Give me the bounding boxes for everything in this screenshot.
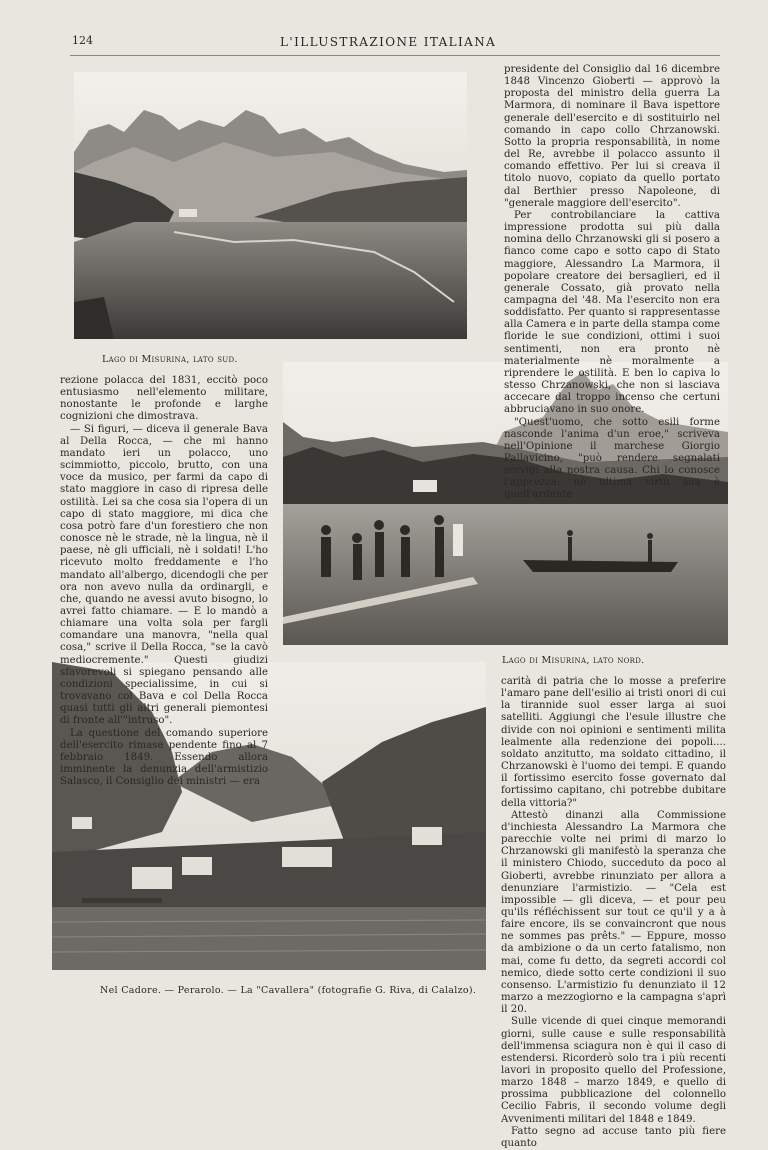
paragraph: "Quest'uomo, che sotto esili forme nasconde l'anima d'un eroe," scriveva nell'Opinione il marchese Giorgio Pallavicino, "può rendere segnalati servigi alla nostra causa. Chi lo conosce l'apprezza: nè ultima virtù sua è quell'ardente — [504, 416, 720, 501]
paragraph: Fatto segno ad accuse tanto più fiere quanto — [501, 1125, 726, 1149]
caption-misurina-north: Lago di Misurina, lato nord. — [502, 655, 645, 666]
running-title: L'ILLUSTRAZIONE ITALIANA — [280, 35, 497, 49]
page-number: 124 — [72, 34, 93, 47]
photo-misurina-south — [74, 72, 467, 339]
paragraph: presidente del Consiglio dal 16 dicembre 1848 Vincenzo Gioberti — approvò la proposta del ministro della guerra La Marmora, di nominare il Bava ispettore generale dell'esercito e di sostituirlo nel comando in capo collo Chrzanowski. Sotto la propria responsabilità, in nome del Re, avrebbe il polacco assunto il comando effettivo. Per lui si creava il titolo nuovo, copiato da quello portato dal Berthier presso Napoleone, di "generale maggiore dell'esercito". — [504, 64, 720, 209]
paragraph: — Si figuri, — diceva il generale Bava al Della Rocca, — che mi hanno mandato ieri un polacco, uno scimmiotto, piccolo, brutto, con una voce da musico, per farmi da capo di stato maggiore in caso di ripresa delle ostilità. Lei sa che cosa sia l'opera di un capo di stato maggiore, mi dica che cosa potrò fare d'un forestiero che non conosce nè le strade, nè la lingua, nè il paese, nè gli ufficiali, nè i soldati! L'ho ricevuto molto freddamente e l'ho mandato all'albergo, dicendogli che per ora non avevo nulla da ordinargli, e che, quando ne avessi avuto bisogno, lo avrei fatto chiamare. — E lo mandò a chiamare una volta sola per fargli comandare una manovra, "nella qual cosa," scrive il Della Rocca, "se la cavò mediocremente." Questi giudizi sfavorevoli si spiegano pensando alle condizioni specialissime, in cui si trovavano col Bava e col Della Rocca quasi tutti gli altri generali piemontesi di fronte all'"intruso". — [60, 423, 268, 727]
header-rule — [70, 55, 720, 56]
paragraph: carità di patria che lo mosse a preferire l'amaro pane dell'esilio ai tristi onori di cui la tirannide suol esser larga ai suoi satelliti. Aggiungi che l'esule illustre che divide con noi opinioni e sentimenti milita lealmente alla redenzione dei popoli.... soldato anzitutto, ma soldato cittadino, il Chrzanowski è l'uomo dei tempi. E quando il fortissimo esercito fosse governato dal fortissimo capitano, chi potrebbe dubitare della vittoria?" — [501, 676, 726, 809]
paragraph: Per controbilanciare la cattiva impressione prodotta sui più dalla nomina dello Chrzanowski gli si posero a fianco come capo e sotto capo di Stato maggiore, Alessandro La Marmora, il popolare creatore dei bersaglieri, ed il generale Cossato, già provato nella campagna del '48. Ma l'esercito non era soddisfatto. Per quanto si rappresentasse alla Camera e in parte della stampa come floride le sue condizioni, ottimi i suoi sentimenti, non era pronto nè materialmente nè moralmente a riprendere le ostilità. E ben lo capiva lo stesso Chrzanowski, che non si lasciava accecare dal troppo incenso che certuni abbruciavano in suo onore. — [504, 209, 720, 416]
column-bottom-right — [501, 676, 726, 1150]
column-middle-left — [60, 375, 268, 788]
paragraph: rezione polacca del 1831, eccitò poco entusiasmo nell'elemento militare, nonostante le profonde e larghe cognizioni che dimostrava. — [60, 375, 268, 423]
paragraph: Attestò dinanzi alla Commissione d'inchiesta Alessandro La Marmora che parecchie volte nei primi di marzo lo Chrzanowski gli manifestò la speranza che il ministero Chiodo, succeduto da poco al Gioberti, avrebbe rinunziato per allora a denunziare l'armistizio. — "Cela est impossible — gli diceva, — et pour peu qu'ils réfléchissent sur tout ce qu'il y a à faire encore, ils se convaincront que nous ne sommes pas prêts." — Eppure, mosso da ambizione o da un certo fatalismo, non mai, come fu detto, da segreti accordi col nemico, diede sotto certe condizioni il suo consenso. L'armistizio fu denunziato il 12 marzo a mezzogiorno e la campagna s'aprì il 20. — [501, 809, 726, 1016]
paragraph: La questione del comando superiore dell'esercito rimase pendente fino al 7 febbraio 1849. Essendo allora imminente la denunzia dell'armistizio Salasco, il Consiglio dei ministri — era — [60, 727, 268, 788]
caption-misurina-south: Lago di Misurina, lato sud. — [102, 354, 238, 365]
paragraph: Sulle vicende di quei cinque memorandi giorni, sulle cause e sulle responsabilità dell'immensa sciagura non è qui il caso di estendersi. Ricorderò solo tra i più recenti lavori in proposito quello del Professione, marzo 1848 – marzo 1849, e quello di prossima pubblicazione del colonnello Cecilio Fabris, il secondo volume degli Avvenimenti militari del 1848 e 1849. — [501, 1016, 726, 1125]
column-top-right — [504, 64, 720, 502]
caption-perarolo: Nel Cadore. — Perarolo. — La "Cavallera" (fotografie G. Riva, di Calalzo). — [100, 985, 477, 996]
